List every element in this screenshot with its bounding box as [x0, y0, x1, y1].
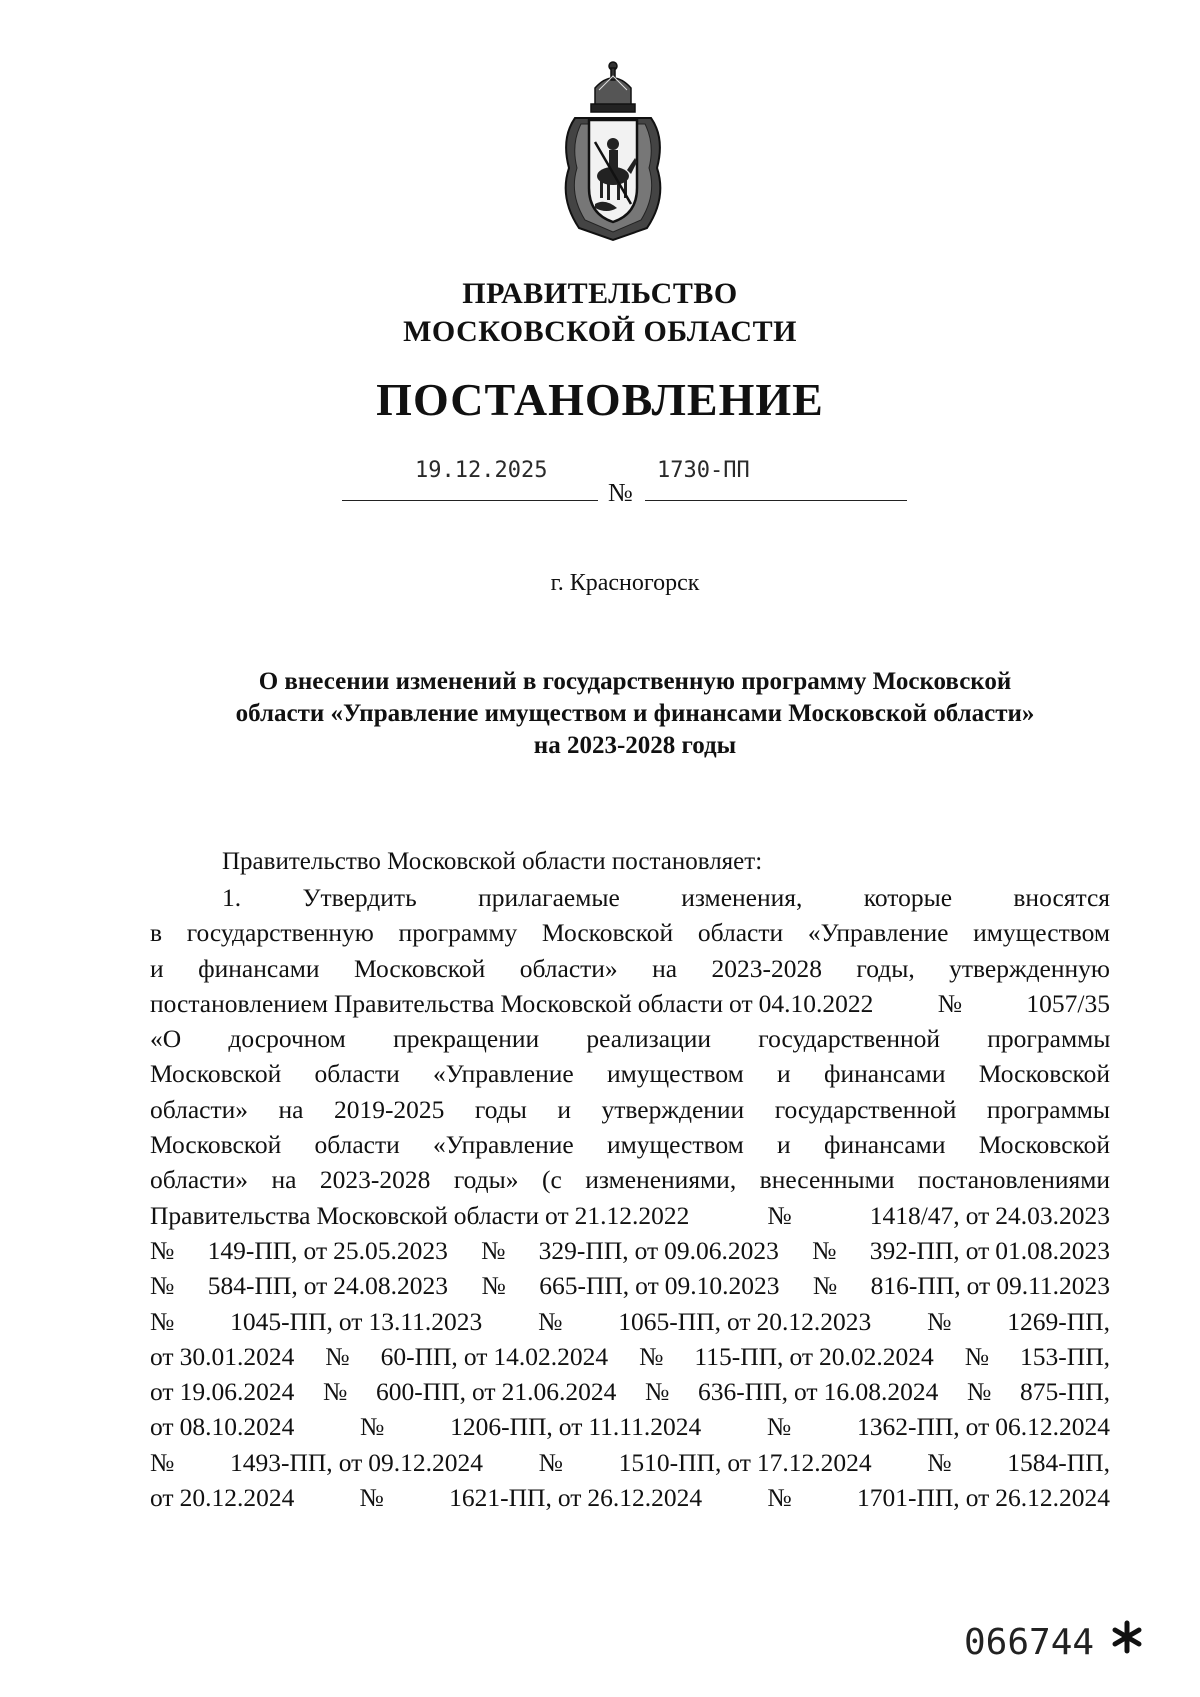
city-of-issue: г. Красногорск [550, 570, 700, 596]
body-line: области» на 2019-2025 годы и утверждении государственной программы [150, 1094, 1111, 1124]
organization-title [300, 275, 900, 351]
date-underline [342, 500, 598, 501]
body-line: от 08.10.2024 № 1206-ПП, от 11.11.2024 № 1362-ПП, от 06.12.2024 [150, 1412, 1110, 1442]
document-subject [160, 666, 1110, 762]
document-number: 1730-ПП [657, 458, 750, 483]
organization-title-line2: МОСКОВСКОЙ ОБЛАСТИ [403, 315, 797, 348]
document-type-heading: ПОСТАНОВЛЕНИЕ [376, 374, 824, 425]
body-line: № 149-ПП, от 25.05.2023 № 329-ПП, от 09.06.2023 № 392-ПП, от 01.08.2023 [150, 1235, 1110, 1265]
subject-line1: О внесении изменений в государственную программу Московской [258, 668, 1012, 695]
body-line: и финансами Московской области» на 2023-2028 годы, утвержденную [150, 953, 1110, 983]
body-line: области» на 2023-2028 годы» (с изменениями, внесенными постановлениями [150, 1165, 1110, 1195]
body-line: в государственную программу Московской области «Управление имуществом [150, 918, 1110, 948]
resolution-body [150, 880, 1110, 1515]
body-line: от 20.12.2024 № 1621-ПП, от 26.12.2024 № 1701-ПП, от 26.12.2024 [150, 1483, 1110, 1513]
body-line: Правительства Московской области от 21.12.2022 № 1418/47, от 24.03.2023 [150, 1200, 1110, 1230]
body-line: от 19.06.2024 № 600-ПП, от 21.06.2024 № 636-ПП, от 16.08.2024 № 875-ПП, [150, 1377, 1110, 1407]
resolution-intro: Правительство Московской области постановляет: [222, 848, 763, 875]
number-underline [645, 500, 907, 501]
body-line: 1. Утвердить прилагаемые изменения, которые вносятся [222, 883, 1111, 912]
document-serial-number: 066744 [964, 1622, 1095, 1663]
body-line: от 30.01.2024 № 60-ПП, от 14.02.2024 № 115-ПП, от 20.02.2024 № 153-ПП, [150, 1341, 1110, 1371]
body-line: Московской области «Управление имуществом и финансами Московской [150, 1130, 1111, 1160]
subject-line2: области «Управление имуществом и финансами Московской области» [235, 700, 1035, 727]
body-line: № 584-ПП, от 24.08.2023 № 665-ПП, от 09.10.2023 № 816-ПП, от 09.11.2023 [150, 1271, 1110, 1301]
moscow-oblast-coat-of-arms-icon [555, 58, 671, 244]
asterisk-mark-icon [1110, 1620, 1144, 1654]
body-line: Московской области «Управление имуществом и финансами Московской [150, 1059, 1111, 1089]
body-line: постановлением Правительства Московской области от 04.10.2022 № 1057/35 [150, 988, 1110, 1018]
body-line: «О досрочном прекращении реализации государственной программы [150, 1024, 1111, 1054]
body-line: № 1045-ПП, от 13.11.2023 № 1065-ПП, от 20.12.2023 № 1269-ПП, [150, 1306, 1110, 1336]
subject-line3: на 2023-2028 годы [533, 732, 737, 759]
body-line: № 1493-ПП, от 09.12.2024 № 1510-ПП, от 17.12.2024 № 1584-ПП, [150, 1447, 1110, 1477]
number-sign: № [608, 478, 633, 507]
document-date: 19.12.2025 [415, 458, 548, 483]
organization-title-line1: ПРАВИТЕЛЬСТВО [462, 277, 738, 310]
